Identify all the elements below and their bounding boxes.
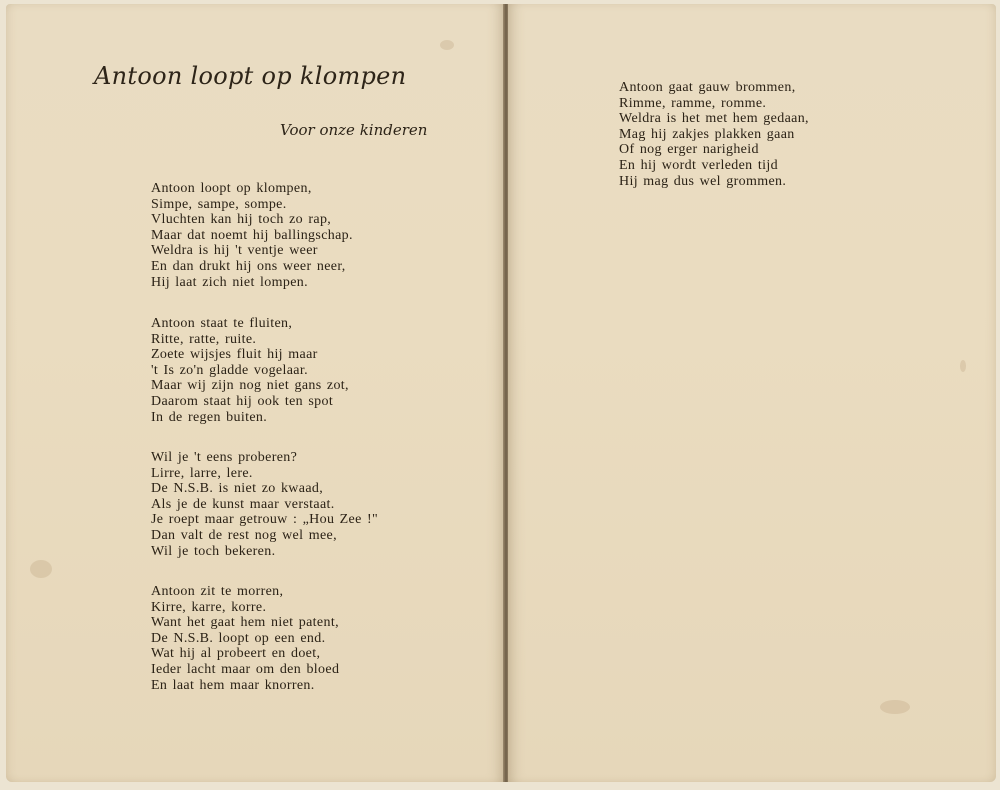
verse-line: Daarom staat hij ook ten spot: [151, 393, 334, 409]
verse-line: Zoete wijsjes fluit hij maar: [151, 347, 318, 363]
verse-line: Antoon gaat gauw brommen,: [619, 80, 796, 95]
stanza-4: [151, 584, 339, 693]
verse-line: De N.S.B. is niet zo kwaad,: [151, 481, 324, 497]
verse-line: Lirre, larre, lere.: [151, 465, 253, 481]
stanza-5: [619, 80, 809, 189]
verse-line: Maar dat noemt hij ballingschap.: [151, 227, 353, 243]
poem-subtitle: Voor onze kinderen: [280, 121, 428, 139]
verse-line: Je roept maar getrouw : „Hou Zee !": [151, 512, 379, 528]
verse-line: De N.S.B. loopt op een end.: [151, 630, 326, 646]
verse-line: In de regen buiten.: [151, 409, 268, 425]
verse-line: Of nog erger narigheid: [619, 142, 759, 158]
verse-line: Weldra is het met hem gedaan,: [619, 111, 809, 127]
stanza-2: [151, 316, 349, 425]
verse-line: En laat hem maar knorren.: [151, 677, 315, 693]
verse-line: Als je de kunst maar verstaat.: [151, 496, 335, 512]
verse-line: Mag hij zakjes plakken gaan: [619, 126, 795, 142]
verse-line: Wil je toch bekeren.: [151, 543, 276, 559]
verse-line: Antoon loopt op klompen,: [151, 181, 312, 196]
verse-line: Wil je 't eens proberen?: [151, 450, 298, 465]
verse-line: En hij wordt verleden tijd: [619, 157, 778, 173]
verse-line: Ieder lacht maar om den bloed: [151, 661, 340, 677]
stanza-1: [151, 181, 353, 290]
verse-line: En dan drukt hij ons weer neer,: [151, 258, 346, 274]
verse-line: Simpe, sampe, sompe.: [151, 196, 287, 212]
verse-line: Vluchten kan hij toch zo rap,: [151, 212, 332, 228]
verse-line: Antoon zit te morren,: [151, 584, 284, 599]
verse-line: Kirre, karre, korre.: [151, 599, 267, 615]
stanza-3: [151, 450, 378, 559]
verse-line: Antoon staat te fluiten,: [151, 316, 293, 331]
verse-line: 't Is zo'n gladde vogelaar.: [151, 362, 308, 378]
verse-line: Ritte, ratte, ruite.: [151, 331, 257, 347]
poem-title: Antoon loopt op klompen: [94, 62, 407, 90]
verse-line: Hij mag dus wel grommen.: [619, 173, 787, 189]
verse-line: Wat hij al probeert en doet,: [151, 646, 321, 662]
verse-line: Dan valt de rest nog wel mee,: [151, 527, 337, 543]
verse-line: Want het gaat hem niet patent,: [151, 615, 339, 631]
verse-line: Hij laat zich niet lompen.: [151, 274, 309, 290]
verse-line: Weldra is hij 't ventje weer: [151, 243, 318, 259]
verse-line: Maar wij zijn nog niet gans zot,: [151, 378, 349, 394]
verse-line: Rimme, ramme, romme.: [619, 95, 767, 111]
